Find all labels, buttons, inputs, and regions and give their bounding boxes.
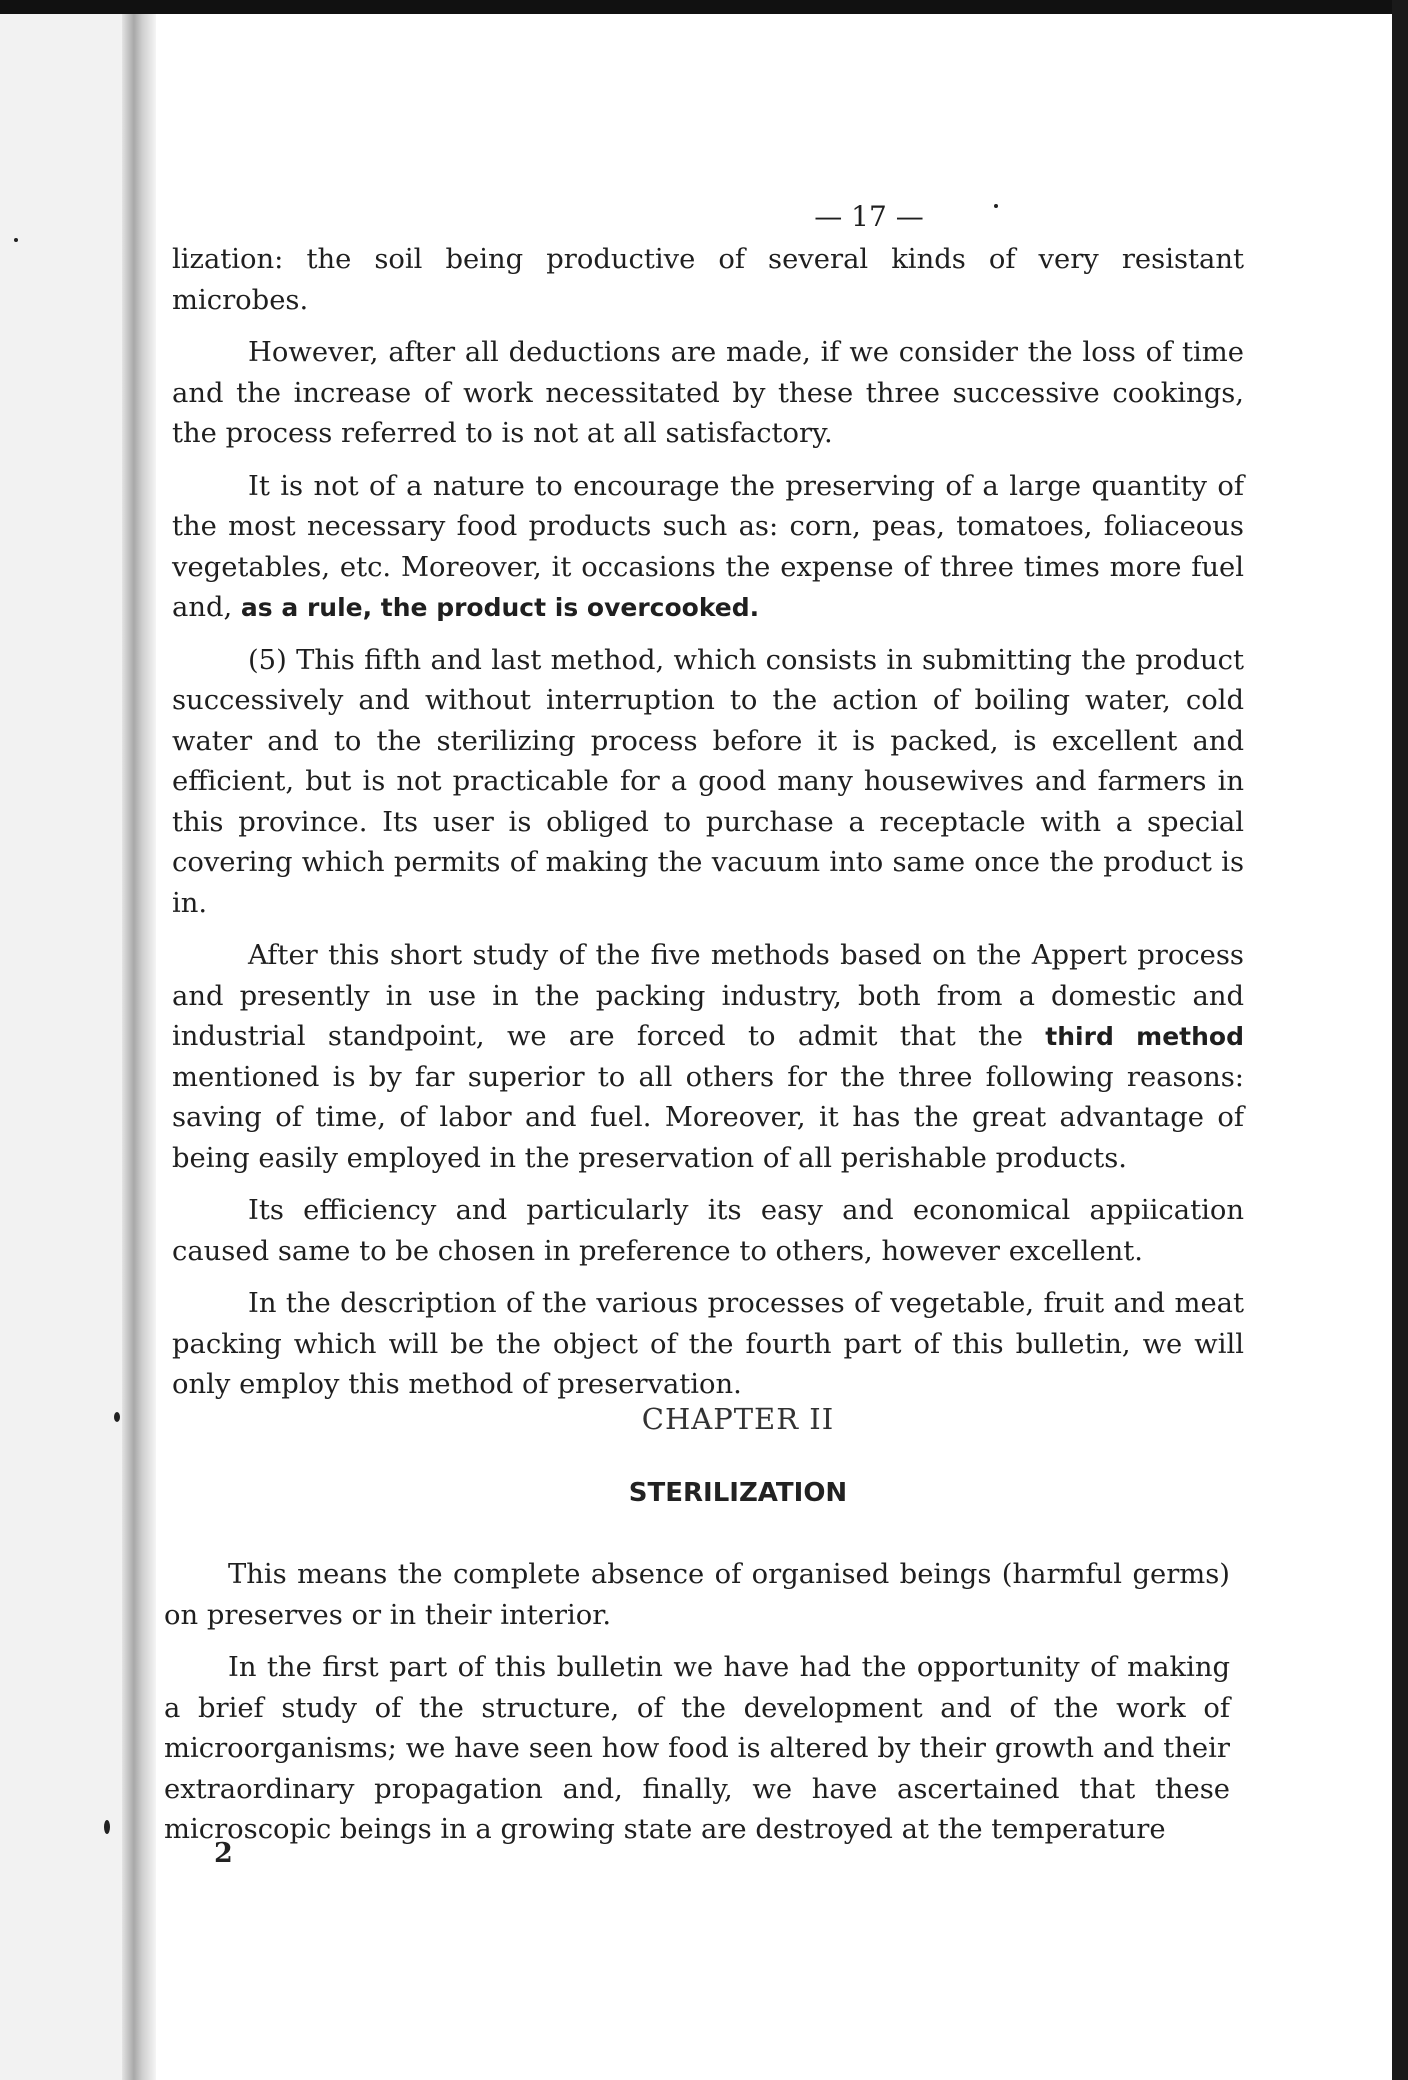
chapter-body-text [164, 1555, 1230, 1863]
chapter-paragraph-1: This means the complete absence of organised beings (harmful germs) on preserves or in their interior. [164, 1559, 1230, 1631]
paragraph-3-bold: as a rule, the product is overcooked. [240, 593, 760, 622]
book-spine-shadow [122, 14, 156, 2080]
scan-speck [104, 1820, 110, 1834]
scan-top-edge [0, 0, 1408, 14]
paragraph-6 [172, 1191, 1244, 1272]
chapter-paragraph-2: In the first part of this bulletin we have had the opportunity of making a brief study of the structure, of the development and of the work of microorganisms; we have seen how food is altered by their growth and their extraordinary propagation and, finally, we have ascertained that these microscopic beings in a growing state are destroyed at the temperature [164, 1652, 1230, 1845]
section-heading: STERILIZATION [628, 1478, 848, 1508]
paragraph-4-text: (5) This fifth and last method, which consists in submitting the product successively and without interruption to the action of boiling water, cold water and to the sterilizing process before it is packed, is excellent and efficient, but is not practicable for a good many housewives and farmers in this province. Its user is obliged to purchase a receptacle with a special covering which permits of making the vacuum into same once the product is in. [172, 644, 1244, 919]
paragraph-3 [172, 467, 1244, 629]
scan-speck [114, 1412, 120, 1422]
scan-speck [14, 238, 18, 242]
chapter-heading: CHAPTER II [641, 1402, 835, 1436]
paragraph-4 [172, 641, 1244, 925]
left-margin [0, 0, 128, 2080]
paragraph-5-text: After this short study of the five methods based on the Appert process and presently in use in the packing industry, both from a domestic and industrial standpoint, we are forced to admit that the [172, 940, 1244, 1052]
paragraph-7 [172, 1284, 1244, 1406]
paragraph-1-text: lization: the soil being productive of several kinds of very resistant microbes. [172, 244, 1244, 316]
scan-right-edge [1392, 0, 1408, 2080]
paragraph-5-bold: third method [1045, 1022, 1244, 1051]
body-text [172, 240, 1244, 1418]
signature-mark: 2 [214, 1838, 233, 1869]
page-number-text: — 17 — [814, 200, 924, 233]
paragraph-3-text: It is not of a nature to encourage the preserving of a large quantity of the most necessary food products such as: corn, peas, tomatoes, foliaceous vegetables, etc. Moreover, it occasions the expense of three times more fuel and, [172, 470, 1244, 623]
paragraph-7-text: In the description of the various processes of vegetable, fruit and meat packing which will be the object of the fourth part of this bulletin, we will only employ this method of preservation. [172, 1288, 1244, 1400]
paragraph-2-text: However, after all deductions are made, if we consider the loss of time and the increase of work necessitated by these three successive cookings, the process referred to is not at all satisfactory. [172, 337, 1244, 449]
paragraph-6-text: Its efficiency and particularly its easy and economical appiication caused same to be chosen in preference to others, however excellent. [172, 1195, 1244, 1267]
paragraph-1 [172, 240, 1244, 321]
paragraph-2 [172, 333, 1244, 455]
paragraph-5 [172, 936, 1244, 1179]
paragraph-5-text-after: mentioned is by far superior to all others for the three following reasons: saving of time, of labor and fuel. Moreover, it has the great advantage of being easily employed in the preservation of all perishable products. [172, 1061, 1244, 1174]
page-number [0, 200, 1408, 233]
